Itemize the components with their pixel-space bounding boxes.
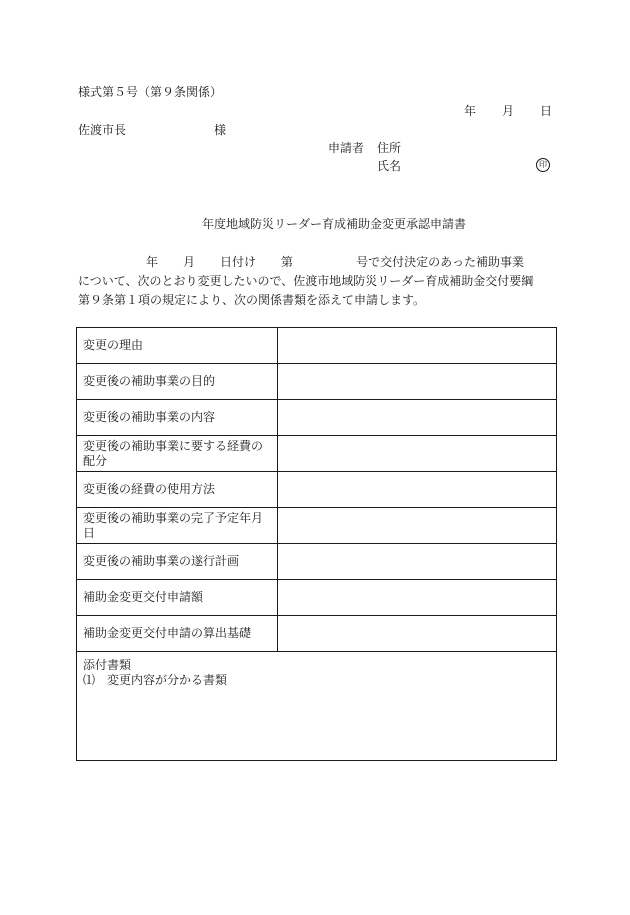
intro-paragraph bbox=[78, 253, 558, 310]
intro-line-2: について、次のとおり変更したいので、佐渡市地域防災リーダー育成補助金交付要綱 bbox=[78, 274, 534, 288]
table-row bbox=[77, 328, 557, 364]
row-label: 変更後の補助事業の完了予定年月日 bbox=[77, 508, 278, 544]
table-row bbox=[77, 580, 557, 616]
name-label: 氏名 bbox=[377, 159, 402, 173]
date-year-label: 年 bbox=[464, 104, 477, 118]
row-label: 変更の理由 bbox=[77, 328, 278, 364]
intro-number-prefix: 第 bbox=[281, 255, 294, 269]
row-value-cell[interactable] bbox=[278, 364, 557, 400]
row-label: 変更後の補助事業の内容 bbox=[77, 400, 278, 436]
row-value-cell[interactable] bbox=[278, 508, 557, 544]
change-items-table bbox=[76, 327, 557, 761]
intro-year: 年 bbox=[146, 255, 159, 269]
addressee-honorific: 様 bbox=[214, 123, 227, 137]
table-row bbox=[77, 400, 557, 436]
row-label: 変更後の補助事業に要する経費の配分 bbox=[77, 436, 278, 472]
date-month-label: 月 bbox=[502, 104, 515, 118]
row-label: 変更後の経費の使用方法 bbox=[77, 472, 278, 508]
intro-month: 月 bbox=[183, 255, 196, 269]
intro-line-1 bbox=[78, 253, 558, 272]
row-label: 変更後の補助事業の遂行計画 bbox=[77, 544, 278, 580]
document-title: 年度地域防災リーダー育成補助金変更承認申請書 bbox=[202, 217, 467, 231]
row-value-cell[interactable] bbox=[278, 544, 557, 580]
form-number: 様式第５号（第９条関係） bbox=[78, 85, 223, 99]
table-row bbox=[77, 508, 557, 544]
attachments-row bbox=[77, 652, 557, 761]
row-value-cell[interactable] bbox=[278, 328, 557, 364]
attachments-label: 添付書類 bbox=[83, 658, 132, 672]
row-label: 補助金変更交付申請の算出基礎 bbox=[77, 616, 278, 652]
intro-line1-rest: 号で交付決定のあった補助事業 bbox=[356, 255, 524, 269]
row-value-cell[interactable] bbox=[278, 472, 557, 508]
table-row bbox=[77, 616, 557, 652]
table-row bbox=[77, 544, 557, 580]
addressee-name: 佐渡市長 bbox=[78, 123, 127, 137]
row-label: 補助金変更交付申請額 bbox=[77, 580, 278, 616]
row-value-cell[interactable] bbox=[278, 616, 557, 652]
row-value-cell[interactable] bbox=[278, 580, 557, 616]
table-row bbox=[77, 472, 557, 508]
intro-dated: 日付け bbox=[220, 255, 257, 269]
row-value-cell[interactable] bbox=[278, 400, 557, 436]
attachment-item: ⑴ 変更内容が分かる書類 bbox=[83, 673, 228, 687]
table-row bbox=[77, 436, 557, 472]
attachments-cell bbox=[77, 652, 557, 761]
date-day-label: 日 bbox=[540, 104, 553, 118]
row-value-cell[interactable] bbox=[278, 436, 557, 472]
seal-mark: 印 bbox=[536, 158, 550, 172]
applicant-label: 申請者 bbox=[328, 141, 365, 155]
intro-line-3: 第９条第１項の規定により、次の関係書類を添えて申請します。 bbox=[78, 293, 426, 307]
table-row bbox=[77, 364, 557, 400]
row-label: 変更後の補助事業の目的 bbox=[77, 364, 278, 400]
address-label: 住所 bbox=[377, 141, 402, 155]
